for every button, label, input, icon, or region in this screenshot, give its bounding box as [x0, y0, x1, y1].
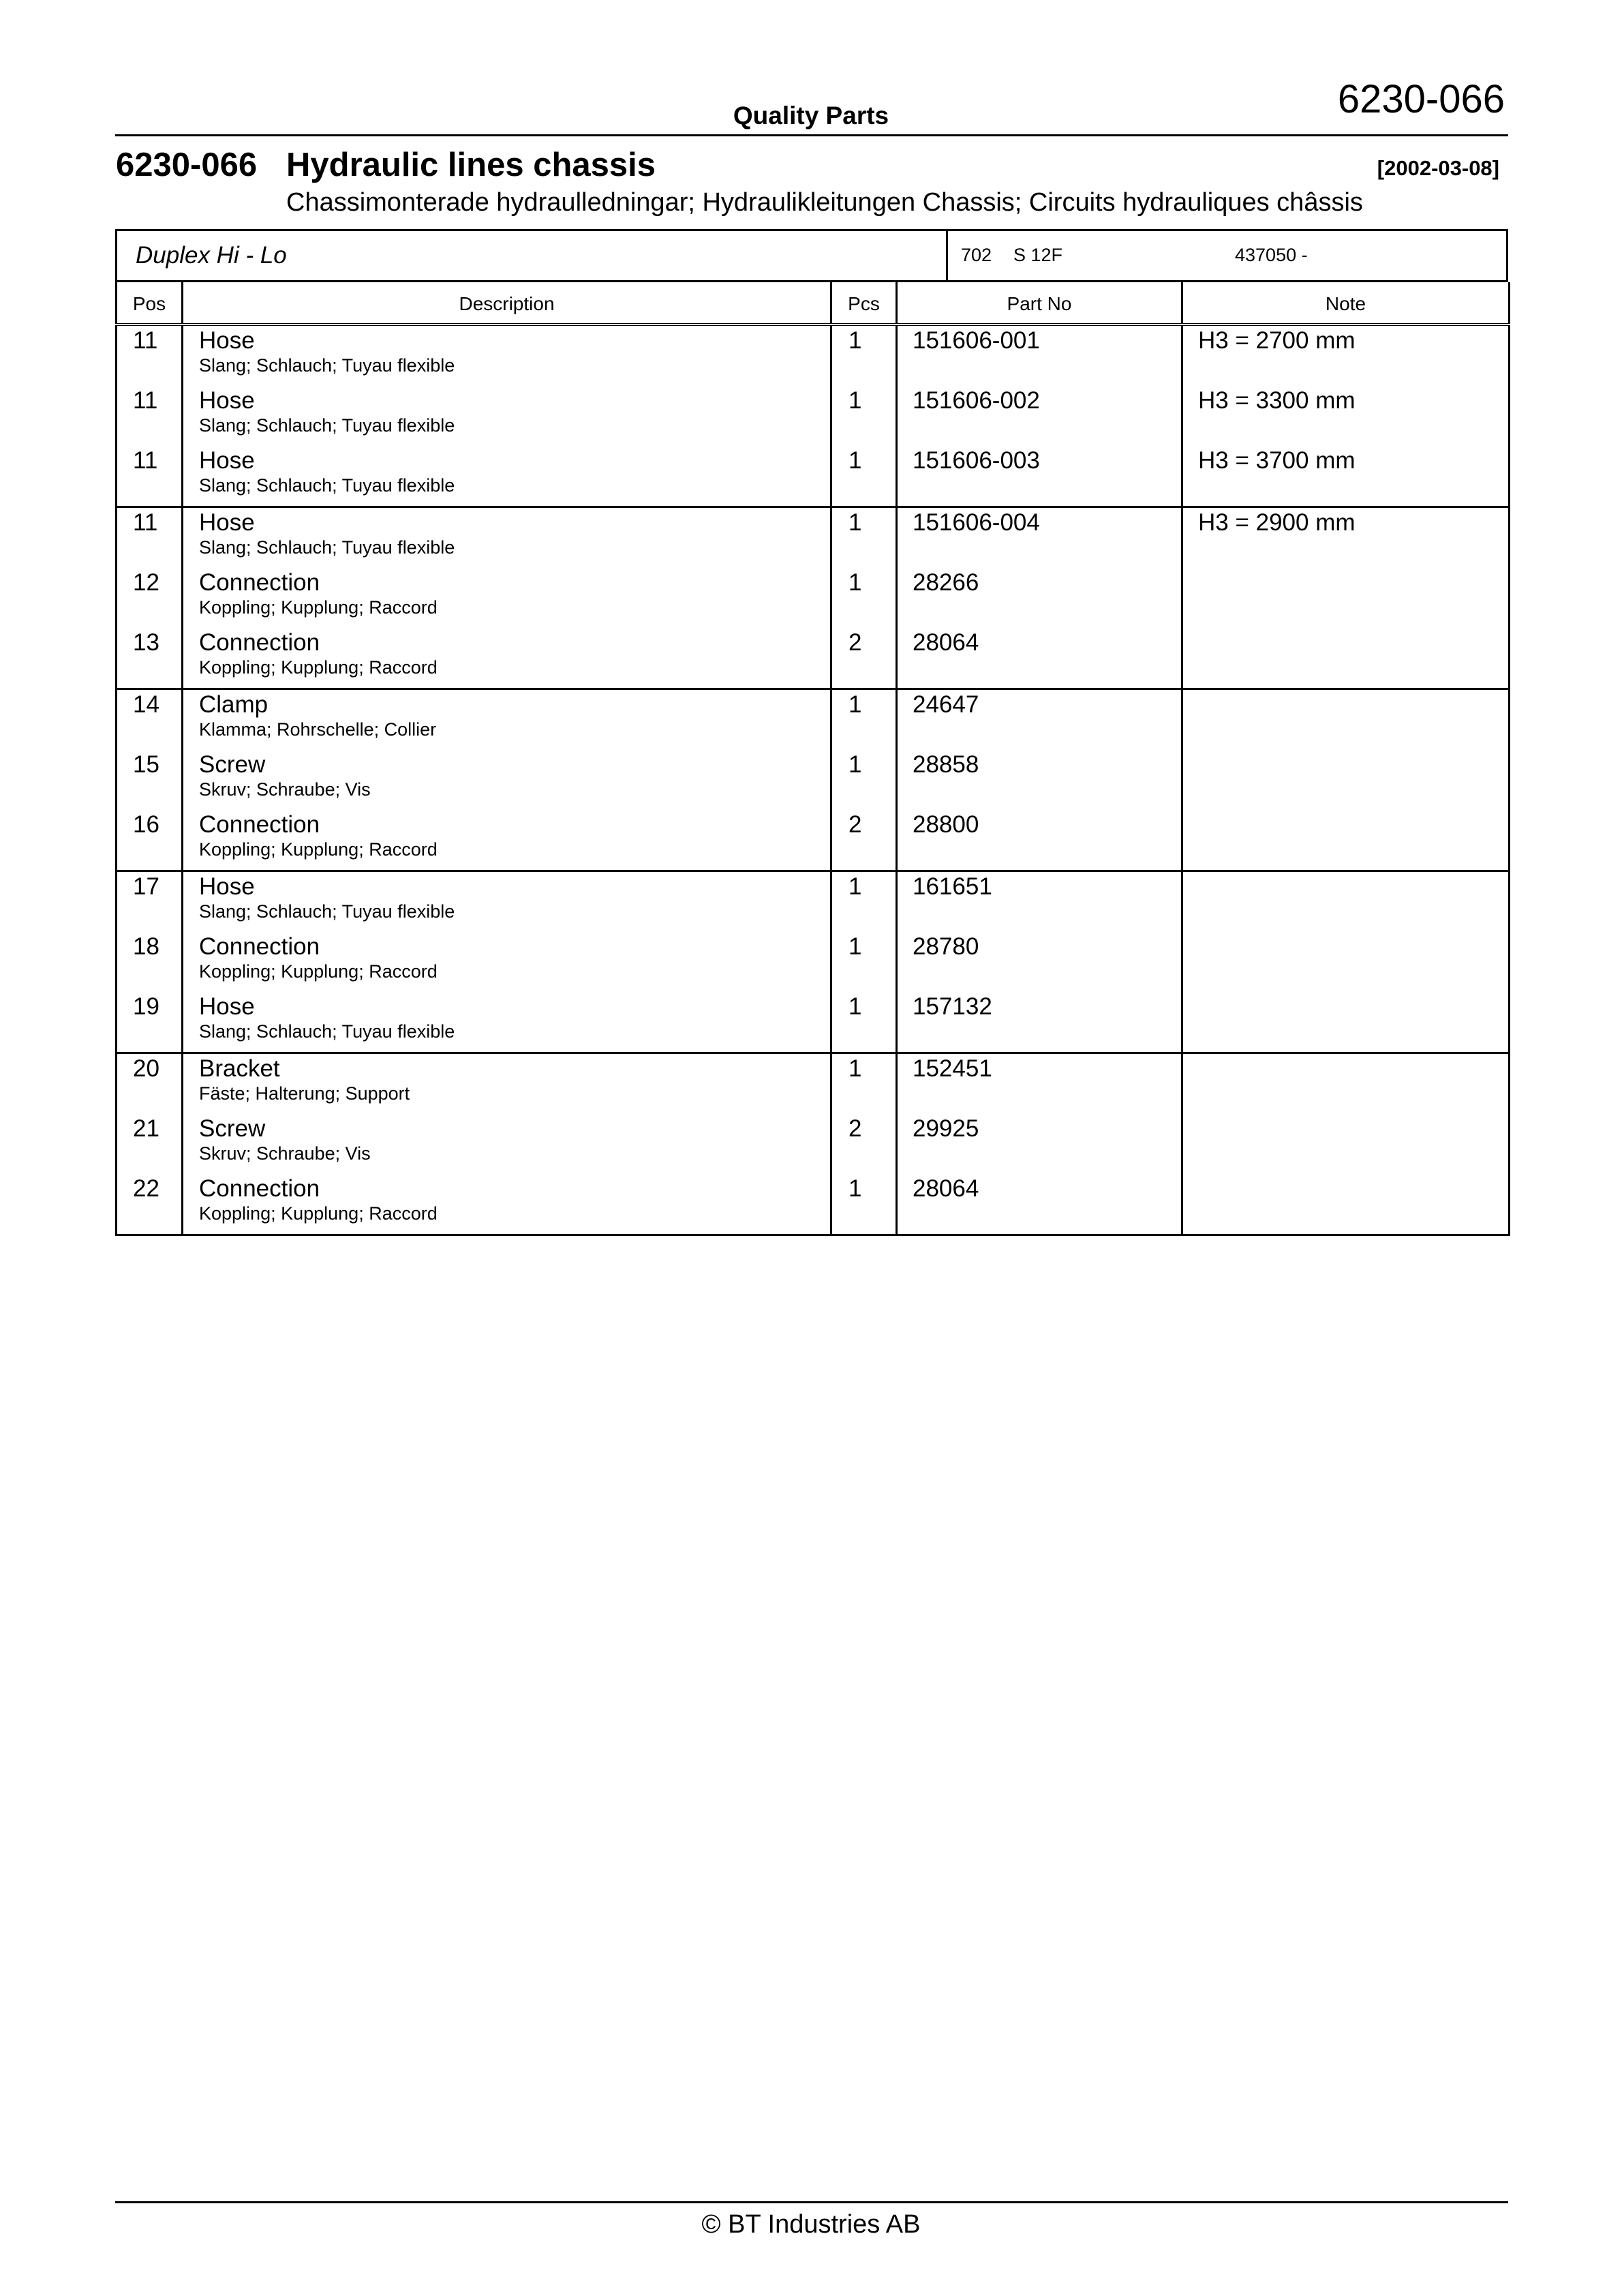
row-pos: 11	[117, 386, 183, 446]
column-header-pos: Pos	[117, 282, 183, 324]
row-description	[183, 992, 831, 1053]
row-part-name: Connection	[199, 569, 320, 596]
row-pcs: 1	[831, 507, 897, 569]
table-row	[117, 507, 1510, 569]
row-description	[183, 1174, 831, 1235]
row-part-no: 28266	[897, 568, 1182, 628]
table-row	[117, 628, 1510, 689]
row-part-name: Hose	[199, 327, 255, 354]
table-row	[117, 689, 1510, 751]
table-header-row	[117, 282, 1510, 324]
row-part-translations: Slang; Schlauch; Tuyau flexible	[199, 1021, 455, 1042]
row-part-name: Screw	[199, 751, 266, 778]
column-header-note: Note	[1182, 282, 1510, 324]
row-note: H3 = 3300 mm	[1182, 386, 1510, 446]
row-pos: 16	[117, 810, 183, 871]
row-part-name: Hose	[199, 447, 255, 474]
row-note	[1182, 750, 1510, 810]
row-part-no: 151606-001	[897, 324, 1182, 386]
column-header-part-no: Part No	[897, 282, 1182, 324]
row-part-name: Hose	[199, 509, 255, 536]
row-part-name: Hose	[199, 387, 255, 414]
row-part-translations: Koppling; Kupplung; Raccord	[199, 597, 438, 618]
row-description	[183, 446, 831, 507]
row-pos: 11	[117, 324, 183, 386]
table-row	[117, 568, 1510, 628]
row-part-translations: Koppling; Kupplung; Raccord	[199, 961, 438, 982]
row-part-no: 151606-002	[897, 386, 1182, 446]
row-part-no: 28064	[897, 628, 1182, 689]
row-part-no: 28064	[897, 1174, 1182, 1235]
row-part-no: 157132	[897, 992, 1182, 1053]
row-description	[183, 689, 831, 751]
row-pos: 20	[117, 1053, 183, 1115]
row-pcs: 1	[831, 568, 897, 628]
model-variant: S 12F	[1013, 245, 1063, 265]
document-number: 6230-066	[1337, 77, 1505, 121]
parts-table-body	[117, 324, 1510, 1235]
row-part-name: Bracket	[199, 1055, 280, 1082]
row-pos: 14	[117, 689, 183, 751]
row-pos: 11	[117, 446, 183, 507]
row-pcs: 2	[831, 628, 897, 689]
header-title: Quality Parts	[733, 102, 889, 130]
row-part-name: Hose	[199, 993, 255, 1020]
row-pcs: 2	[831, 810, 897, 871]
row-note	[1182, 871, 1510, 933]
model-name: Duplex Hi - Lo	[136, 242, 287, 269]
row-note	[1182, 1114, 1510, 1174]
row-pcs: 1	[831, 324, 897, 386]
row-part-translations: Klamma; Rohrschelle; Collier	[199, 719, 437, 740]
row-pos: 13	[117, 628, 183, 689]
row-pcs: 2	[831, 1114, 897, 1174]
row-description	[183, 386, 831, 446]
row-pcs: 1	[831, 446, 897, 507]
column-header-description: Description	[183, 282, 831, 324]
row-description	[183, 568, 831, 628]
row-note: H3 = 2900 mm	[1182, 507, 1510, 569]
row-note	[1182, 932, 1510, 992]
row-part-translations: Slang; Schlauch; Tuyau flexible	[199, 475, 455, 496]
row-pos: 18	[117, 932, 183, 992]
table-row	[117, 810, 1510, 871]
row-part-no: 28800	[897, 810, 1182, 871]
row-part-no: 151606-004	[897, 507, 1182, 569]
model-info-box	[115, 229, 1508, 282]
footer-copyright: © BT Industries AB	[701, 2210, 921, 2239]
table-row	[117, 1053, 1510, 1115]
row-pos: 12	[117, 568, 183, 628]
table-row	[117, 1114, 1510, 1174]
row-part-name: Hose	[199, 873, 255, 900]
table-row	[117, 992, 1510, 1053]
table-row	[117, 446, 1510, 507]
row-note	[1182, 1053, 1510, 1115]
section-title: Hydraulic lines chassis	[286, 147, 656, 183]
row-pos: 11	[117, 507, 183, 569]
row-part-translations: Slang; Schlauch; Tuyau flexible	[199, 415, 455, 436]
model-serial: 437050 -	[1235, 245, 1308, 265]
row-pos: 22	[117, 1174, 183, 1235]
row-description	[183, 507, 831, 569]
row-pcs: 1	[831, 386, 897, 446]
row-description	[183, 810, 831, 871]
table-row	[117, 871, 1510, 933]
row-description	[183, 932, 831, 992]
row-description	[183, 628, 831, 689]
row-part-name: Connection	[199, 811, 320, 838]
row-pos: 17	[117, 871, 183, 933]
row-description	[183, 1114, 831, 1174]
row-part-no: 28858	[897, 750, 1182, 810]
row-note	[1182, 1174, 1510, 1235]
section-date: [2002-03-08]	[1377, 156, 1499, 180]
row-pcs: 1	[831, 689, 897, 751]
row-part-translations: Slang; Schlauch; Tuyau flexible	[199, 355, 455, 376]
row-part-translations: Skruv; Schraube; Vis	[199, 779, 371, 800]
row-part-no: 152451	[897, 1053, 1182, 1115]
row-part-translations: Fäste; Halterung; Support	[199, 1083, 410, 1104]
table-row	[117, 386, 1510, 446]
row-part-no: 29925	[897, 1114, 1182, 1174]
row-part-no: 28780	[897, 932, 1182, 992]
row-note	[1182, 992, 1510, 1053]
model-divider	[946, 231, 948, 280]
row-pcs: 1	[831, 1053, 897, 1115]
row-note	[1182, 810, 1510, 871]
model-code: 702	[961, 245, 992, 265]
row-part-translations: Koppling; Kupplung; Raccord	[199, 1203, 438, 1224]
row-part-no: 151606-003	[897, 446, 1182, 507]
row-description	[183, 1053, 831, 1115]
row-pcs: 1	[831, 932, 897, 992]
row-pos: 21	[117, 1114, 183, 1174]
row-description	[183, 324, 831, 386]
row-part-translations: Slang; Schlauch; Tuyau flexible	[199, 537, 455, 558]
row-part-translations: Koppling; Kupplung; Raccord	[199, 657, 438, 678]
row-pcs: 1	[831, 992, 897, 1053]
row-part-name: Connection	[199, 1175, 320, 1202]
row-note: H3 = 2700 mm	[1182, 324, 1510, 386]
row-pcs: 1	[831, 750, 897, 810]
row-note	[1182, 628, 1510, 689]
table-row	[117, 750, 1510, 810]
row-part-no: 161651	[897, 871, 1182, 933]
column-header-pcs: Pcs	[831, 282, 897, 324]
row-pcs: 1	[831, 871, 897, 933]
table-row	[117, 1174, 1510, 1235]
row-part-translations: Slang; Schlauch; Tuyau flexible	[199, 901, 455, 922]
row-part-translations: Skruv; Schraube; Vis	[199, 1143, 371, 1164]
row-note: H3 = 3700 mm	[1182, 446, 1510, 507]
row-note	[1182, 568, 1510, 628]
row-part-name: Connection	[199, 629, 320, 656]
table-row	[117, 932, 1510, 992]
section-code: 6230-066	[116, 147, 258, 183]
parts-table	[115, 282, 1510, 1236]
table-row	[117, 324, 1510, 386]
row-pcs: 1	[831, 1174, 897, 1235]
section-subtitle: Chassimonterade hydraulledningar; Hydraulikleitungen Chassis; Circuits hydrauliques châssis	[286, 188, 1363, 217]
header-divider	[115, 134, 1508, 136]
footer-divider	[115, 2201, 1508, 2203]
row-part-translations: Koppling; Kupplung; Raccord	[199, 839, 438, 860]
row-note	[1182, 689, 1510, 751]
row-part-name: Clamp	[199, 691, 269, 718]
row-description	[183, 871, 831, 933]
row-part-name: Screw	[199, 1115, 266, 1142]
row-part-name: Connection	[199, 933, 320, 960]
row-pos: 19	[117, 992, 183, 1053]
row-part-no: 24647	[897, 689, 1182, 751]
row-description	[183, 750, 831, 810]
row-pos: 15	[117, 750, 183, 810]
